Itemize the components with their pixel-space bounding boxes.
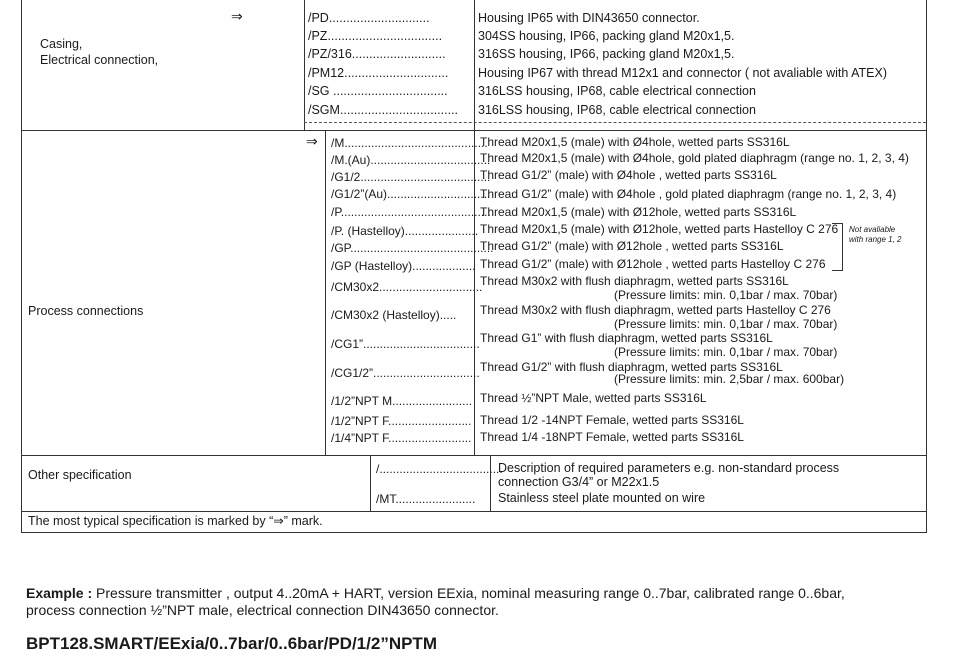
process-desc: Thread G1/2” with flush diaphragm, wetted parts SS316L [480, 360, 783, 374]
process-code: /M.(Au).................................... [331, 153, 491, 167]
casing-desc: 316LSS housing, IP68, cable electrical connection [478, 103, 756, 117]
other-section-bottom [21, 511, 927, 512]
casing-label-line2: Electrical connection, [40, 53, 159, 67]
casing-code-column-line [304, 0, 305, 130]
typical-arrow-process: ⇒ [306, 133, 318, 149]
process-desc: Thread M20x1,5 (male) with Ø12hole, wetted parts SS316L [480, 205, 797, 219]
process-desc: Thread G1” with flush diaphragm, wetted parts SS316L [480, 331, 773, 345]
casing-code: /PZ................................. [308, 29, 443, 43]
casing-code: /PM12.............................. [308, 66, 449, 80]
table-outer-left [21, 0, 22, 532]
casing-bottom-dotted [304, 122, 926, 123]
process-desc: Thread M20x1,5 (male) with Ø4hole, gold plated diaphragm (range no. 1, 2, 3, 4) [480, 151, 909, 165]
process-group-label: Process connections [28, 304, 144, 318]
process-desc: Thread M30x2 with flush diaphragm, wetted parts Hastelloy C 276 [480, 303, 831, 317]
process-desc: Thread G1/2” (male) with Ø12hole , wetted parts SS316L [480, 239, 784, 253]
other-code-column-line [370, 455, 371, 511]
side-note-line1: Not avaliable [849, 225, 896, 234]
casing-code: /PD............................. [308, 11, 430, 25]
process-code: /M........................................... [331, 136, 488, 150]
casing-desc-column-line [474, 0, 475, 130]
other-desc: Stainless steel plate mounted on wire [498, 491, 706, 505]
typical-spec-footnote: The most typical specification is marked by “⇒” mark. [28, 514, 323, 528]
process-code: /1/2”NPT M........................ [331, 394, 473, 408]
process-code: /GP........................................... [331, 241, 494, 255]
process-desc-limits: (Pressure limits: min. 0,1bar / max. 70bar) [614, 317, 838, 331]
process-code: /CG1/2”................................ [331, 366, 480, 380]
other-group-label: Other specification [28, 468, 132, 482]
process-desc-limits: (Pressure limits: min. 2,5bar / max. 600bar) [614, 372, 845, 386]
other-desc-cont: connection G3/4” or M22x1.5 [498, 475, 660, 489]
process-code: /CM30x2............................... [331, 280, 483, 294]
order-code-example: BPT128.SMART/EExia/0..7bar/0..6bar/PD/1/2”NPTM [26, 634, 437, 653]
process-desc: Thread 1/4 -18NPT Female, wetted parts SS316L [480, 430, 744, 444]
table-outer-right [926, 0, 927, 532]
process-code: /1/4”NPT F......................... [331, 431, 472, 445]
example-line2: process connection ½”NPT male, electrical connection DIN43650 connector. [26, 602, 499, 618]
casing-code: /SG ................................. [308, 84, 448, 98]
casing-desc: 304SS housing, IP66, packing gland M20x1,5. [478, 29, 735, 43]
process-code: /CG1”................................... [331, 337, 480, 351]
process-desc-limits: (Pressure limits: min. 0,1bar / max. 70bar) [614, 345, 838, 359]
process-desc: Thread M20x1,5 (male) with Ø12hole, wetted parts Hastelloy C 276 [480, 222, 839, 236]
other-code: /MT........................ [376, 492, 476, 506]
process-desc: Thread G1/2” (male) with Ø4hole , wetted parts SS316L [480, 168, 777, 182]
process-code: /GP (Hastelloy)................... [331, 259, 476, 273]
casing-desc: 316LSS housing, IP68, cable electrical connection [478, 84, 756, 98]
casing-desc: Housing IP67 with thread M12x1 and connector ( not avaliable with ATEX) [478, 66, 888, 80]
example-paragraph [26, 585, 845, 602]
casing-desc: 316SS housing, IP66, packing gland M20x1,5. [478, 47, 735, 61]
process-code: /1/2”NPT F......................... [331, 414, 472, 428]
process-desc: Thread ½”NPT Male, wetted parts SS316L [480, 391, 707, 405]
table-bottom-border [21, 532, 927, 533]
process-code: /CM30x2 (Hastelloy)..... [331, 308, 457, 322]
process-desc: Thread G1/2” (male) with Ø12hole , wetted parts Hastelloy C 276 [480, 257, 826, 271]
casing-desc: Housing IP65 with DIN43650 connector. [478, 11, 700, 25]
other-desc: Description of required parameters e.g. non-standard process [498, 461, 840, 475]
process-desc-limits: (Pressure limits: min. 0,1bar / max. 70bar) [614, 288, 838, 302]
side-note-line2: with range 1, 2 [849, 235, 902, 244]
process-section-bottom [21, 455, 927, 456]
process-desc: Thread M30x2 with flush diaphragm, wetted parts SS316L [480, 274, 789, 288]
process-code-column-line [325, 130, 326, 455]
process-desc: Thread 1/2 -14NPT Female, wetted parts SS316L [480, 413, 744, 427]
example-line1: Pressure transmitter , output 4..20mA + HART, version EExia, nominal measuring range 0..7bar, calibrated range 0..6bar, [96, 585, 845, 601]
process-code: /P............................................. [331, 205, 491, 219]
other-code: /..................................... [376, 462, 503, 476]
casing-code: /PZ/316........................... [308, 47, 446, 61]
process-code: /G1/2....................................... [331, 170, 491, 184]
process-code: /G1/2”(Au)............................... [331, 187, 491, 201]
example-label: Example : [26, 585, 93, 601]
typical-arrow-casing: ⇒ [231, 8, 243, 24]
process-desc: Thread M20x1,5 (male) with Ø4hole, wetted parts SS316L [480, 135, 790, 149]
process-code: /P. (Hastelloy)...................... [331, 224, 479, 238]
casing-label-line1: Casing, [40, 37, 83, 51]
casing-code: /SGM.................................. [308, 103, 459, 117]
process-desc: Thread G1/2” (male) with Ø4hole , gold plated diaphragm (range no. 1, 2, 3, 4) [480, 187, 897, 201]
